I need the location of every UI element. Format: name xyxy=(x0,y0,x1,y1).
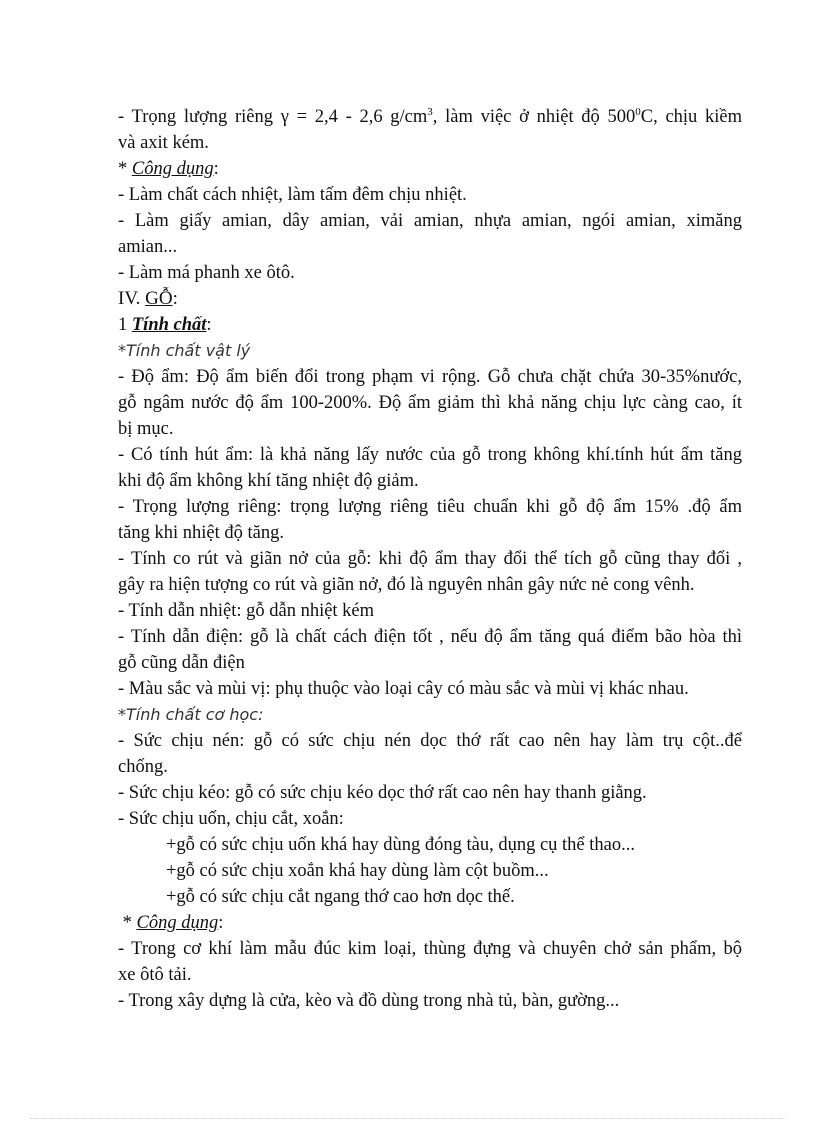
section-title: IV. GỖ: xyxy=(118,288,178,309)
text-run: , làm việc ở nhiệt độ 500 xyxy=(432,107,636,127)
subheading-co-hoc: *Tính chất cơ học: xyxy=(118,705,264,724)
list-item: +gỗ có sức chịu cắt ngang thớ cao hơn dọc thế. xyxy=(166,887,515,907)
paragraph-line: - Làm giấy amian, dây amian, vải amian, nhựa amian, ngói amian, ximăng xyxy=(118,211,742,231)
paragraph-line: - Trong xây dựng là cửa, kèo và đồ dùng trong nhà tủ, bàn, gường... xyxy=(118,991,620,1011)
paragraph-line: - Sức chịu uốn, chịu cắt, xoắn: xyxy=(118,809,344,829)
list-item: +gỗ có sức chịu xoắn khá hay dùng làm cột buồm... xyxy=(166,861,549,881)
subheading-vat-ly: *Tính chất vật lý xyxy=(118,341,251,360)
subheading-cong-dung: * Công dụng: xyxy=(118,159,219,179)
superscript: 3 xyxy=(427,105,433,118)
paragraph-line: - Tính dẫn điện: gỗ là chất cách điện tốt , nếu độ ẩm tăng quá điểm bão hòa thì xyxy=(118,627,742,647)
paragraph-line: - Làm má phanh xe ôtô. xyxy=(118,263,295,283)
paragraph-line: gỗ cũng dẫn điện xyxy=(118,653,245,673)
paragraph-line: - Trong cơ khí làm mẫu đúc kim loại, thùng đựng và chuyên chở sản phẩm, bộ xyxy=(118,939,742,959)
paragraph-line: gỗ ngâm nước độ ẩm 100-200%. Độ ẩm giảm thì khả năng chịu lực càng cao, ít xyxy=(118,393,742,413)
paragraph-line: amian... xyxy=(118,237,178,257)
paragraph-line: - Sức chịu nén: gỗ có sức chịu nén dọc thớ rất cao nên hay làm trụ cột..để xyxy=(118,731,742,751)
paragraph-line: - Sức chịu kéo: gỗ có sức chịu kéo dọc thớ rất cao nên hay thanh giằng. xyxy=(118,783,647,803)
list-item: +gỗ có sức chịu uốn khá hay dùng đóng tàu, dụng cụ thể thao... xyxy=(166,835,635,855)
text-run: - Trọng lượng riêng γ = 2,4 - 2,6 g/cm xyxy=(118,107,428,127)
paragraph-line: - Có tính hút ẩm: là khả năng lấy nước của gỗ trong không khí.tính hút ẩm tăng xyxy=(118,445,742,465)
paragraph-line: xe ôtô tải. xyxy=(118,965,192,985)
paragraph-line: - Màu sắc và mùi vị: phụ thuộc vào loại cây có màu sắc và mùi vị khác nhau. xyxy=(118,679,689,699)
paragraph-line: và axit kém. xyxy=(118,133,209,153)
paragraph-line: - Tính dẫn nhiệt: gỗ dẫn nhiệt kém xyxy=(118,601,375,621)
subheading-tinh-chat: 1 Tính chất: xyxy=(118,315,212,335)
paragraph-line: khi độ ẩm không khí tăng nhiệt độ giảm. xyxy=(118,471,419,491)
paragraph-line: - Tính co rút và giãn nở của gỗ: khi độ ẩm thay đổi thể tích gỗ cũng thay đổi , xyxy=(118,549,742,569)
superscript: 0 xyxy=(635,105,641,118)
paragraph-line: - Độ ẩm: Độ ẩm biến đổi trong phạm vi rộng. Gỗ chưa chặt chứa 30-35%nước, xyxy=(118,367,742,387)
paragraph-line xyxy=(118,104,742,130)
paragraph-line: chống. xyxy=(118,757,168,777)
paragraph-line: tăng khi nhiệt độ tăng. xyxy=(118,523,284,543)
paragraph-line: - Làm chất cách nhiệt, làm tấm đêm chịu nhiệt. xyxy=(118,185,467,205)
document-page xyxy=(118,104,742,1014)
subheading-cong-dung: * Công dụng: xyxy=(118,913,224,933)
paragraph-line: gây ra hiện tượng co rút và giãn nở, đó là nguyên nhân gây nức nẻ cong vênh. xyxy=(118,575,695,595)
text-run: C, chịu kiềm xyxy=(640,107,742,127)
paragraph-line: - Trọng lượng riêng: trọng lượng riêng tiêu chuẩn khi gỗ độ ẩm 15% .độ ẩm xyxy=(118,497,742,517)
paragraph-line: bị mục. xyxy=(118,419,174,439)
page-footer-rule xyxy=(30,1118,786,1119)
